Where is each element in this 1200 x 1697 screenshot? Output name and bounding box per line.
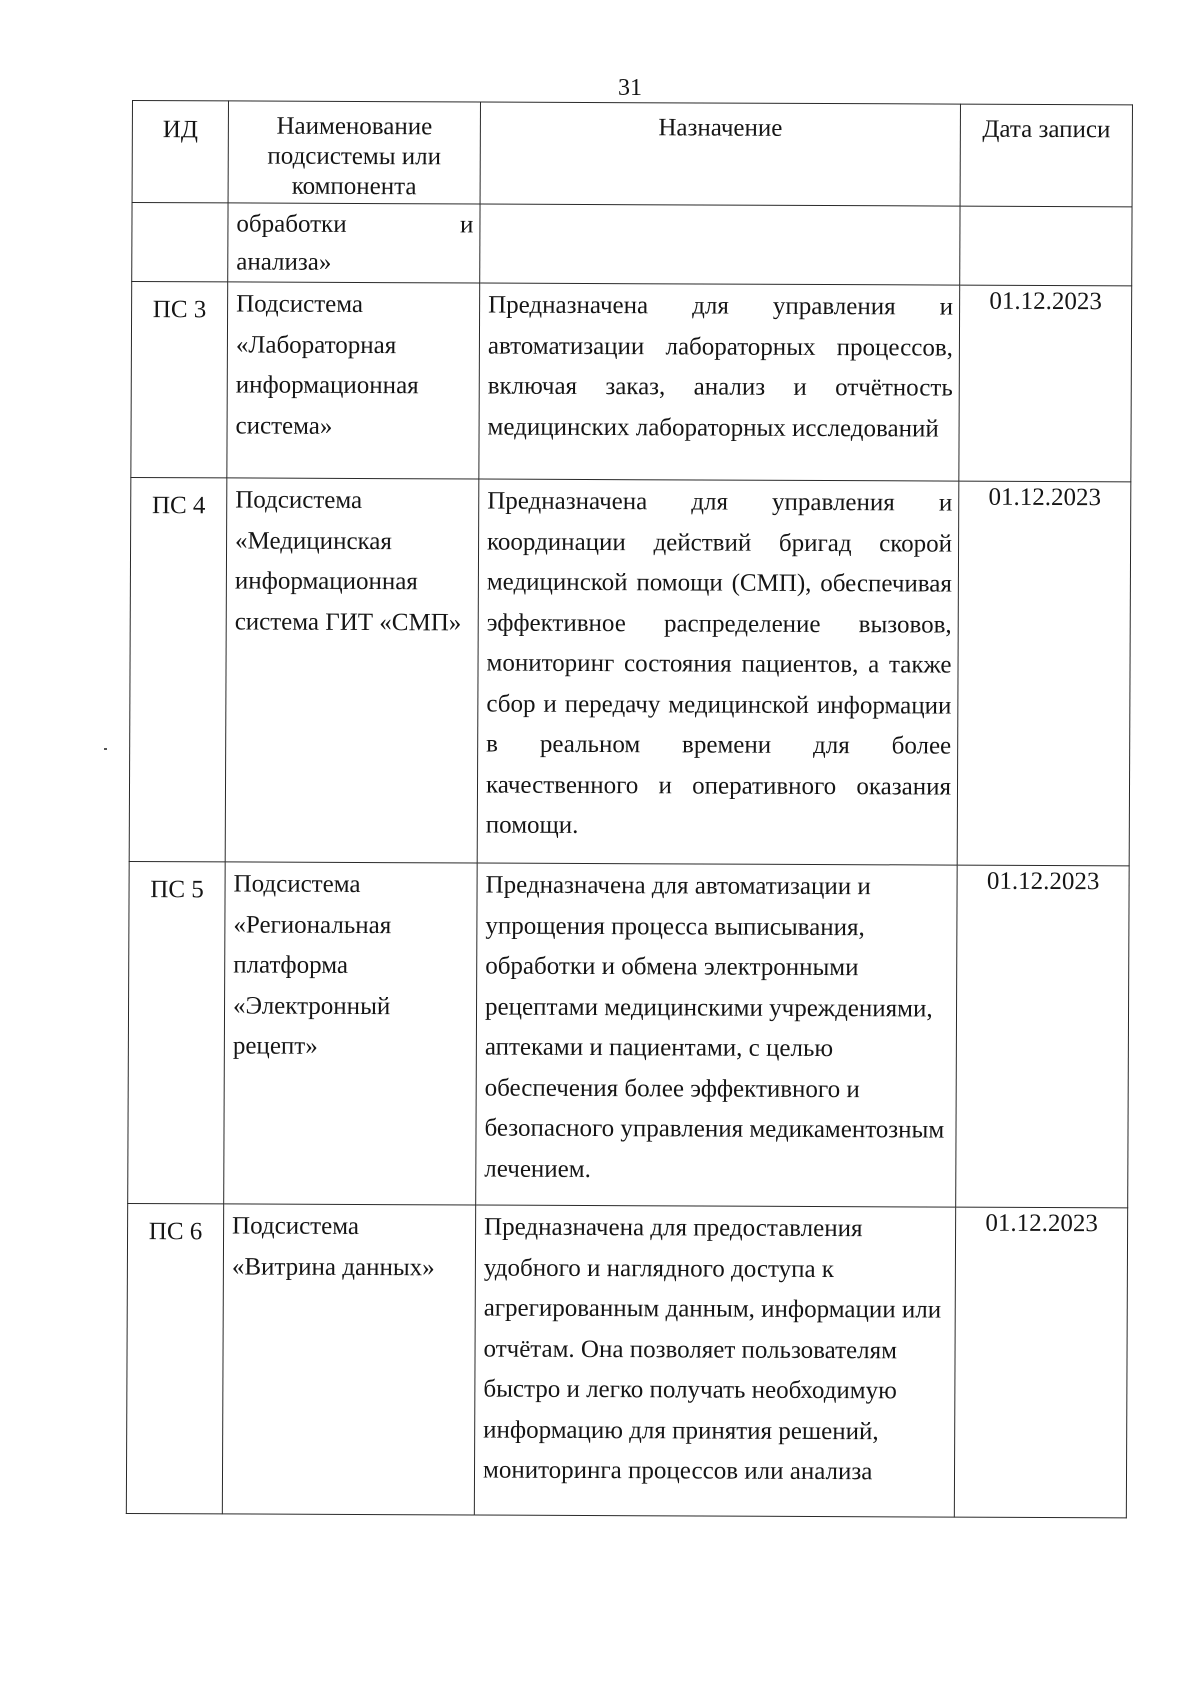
table-row (126, 1203, 1127, 1517)
row-date: 01.12.2023 (957, 481, 1131, 866)
continuation-name-line-2: анализа» (236, 248, 332, 276)
row-name: Подсистема «Региональная платформа «Электронный рецепт» (224, 862, 477, 1205)
continuation-name-cell (228, 203, 480, 283)
row-date: 01.12.2023 (956, 865, 1129, 1208)
table-row (129, 477, 1131, 865)
table-row (131, 282, 1132, 482)
header-id: ИД (132, 101, 228, 203)
continuation-id-cell (132, 203, 228, 282)
continuation-purpose-cell (480, 204, 960, 285)
header-date: Дата записи (960, 104, 1132, 207)
row-purpose: Предназначена для управления и координации действий бригад скорой медицинской помощи (СМП), обеспечивая эффективное распределение вызовов, мониторинг состояния пациентов, а также сбор и передачу медицинской информации в реальном времени для более качественного и оперативного оказания помощи. (477, 479, 959, 865)
row-date: 01.12.2023 (959, 285, 1132, 482)
row-id: ПС 6 (126, 1203, 223, 1513)
page-number: 31 (618, 75, 642, 101)
table-row-continuation (132, 203, 1132, 286)
subsystems-table (126, 100, 1133, 1518)
table-header-row (132, 101, 1132, 207)
row-purpose: Предназначена для управления и автоматизации лабораторных процессов, включая заказ, анализ и отчётность медицинских лабораторных исследований (479, 283, 960, 481)
continuation-date-cell (960, 206, 1132, 286)
row-purpose: Предназначена для автоматизации и упрощения процесса выписывания, обработки и обмена электронными рецептами медицинскими учреждениями, аптеками и пациентами, с целью обеспечения более эффективного и безопасного управления медикаментозным лечением. (476, 863, 957, 1207)
row-id: ПС 3 (131, 282, 228, 478)
row-id: ПС 5 (128, 861, 225, 1203)
row-date: 01.12.2023 (954, 1207, 1127, 1518)
header-purpose: Назначение (480, 102, 960, 206)
row-id: ПС 4 (129, 477, 227, 861)
row-name: Подсистема «Витрина данных» (222, 1204, 475, 1515)
scan-speck (104, 748, 107, 750)
row-purpose: Предназначена для предоставления удобного и наглядного доступа к агрегированным данным, информации или отчётам. Она позволяет пользователям быстро и легко получать необходимую информацию для принятия решений, мониторинга процессов или анализа (474, 1205, 955, 1517)
continuation-name-word-1: обработки (236, 210, 347, 238)
table-row (128, 861, 1129, 1207)
row-name: Подсистема «Медицинская информационная система ГИТ «СМП» (225, 478, 479, 863)
header-name: Наименование подсистемы или компонента (228, 101, 480, 204)
row-name: Подсистема «Лабораторная информационная система» (227, 282, 480, 479)
continuation-name-word-2: и (460, 211, 474, 239)
